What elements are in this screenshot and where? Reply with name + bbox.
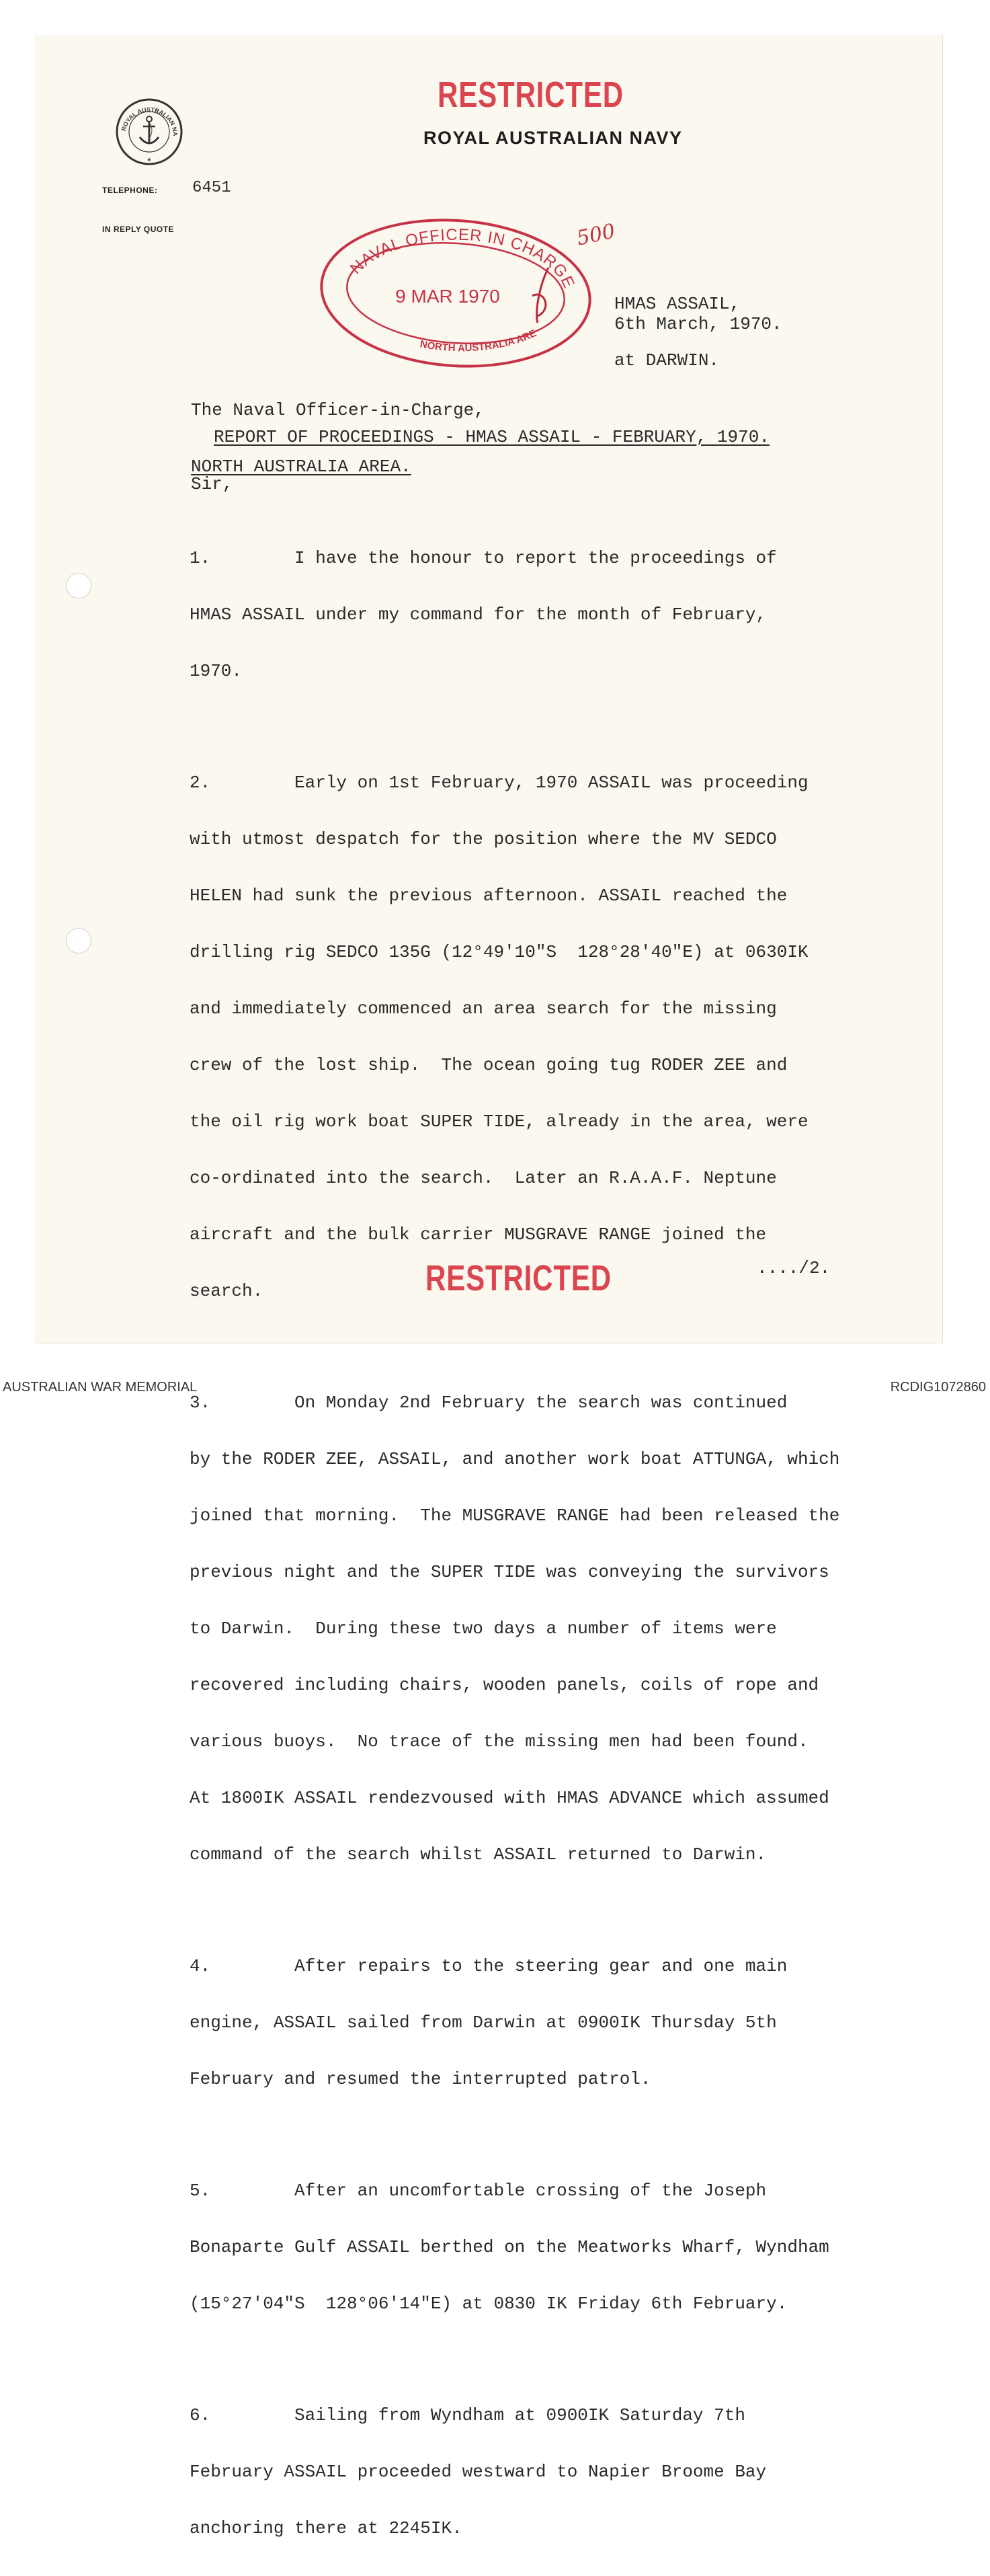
body-line: to Darwin. During these two days a number of items were — [190, 1618, 777, 1639]
body-line: previous night and the SUPER TIDE was conveying the survivors — [190, 1562, 829, 1582]
sender-line: HMAS ASSAIL, — [614, 294, 741, 314]
telephone-label: TELEPHONE: — [102, 186, 158, 195]
restricted-stamp-bottom: RESTRICTED — [425, 1258, 612, 1298]
footer-archive-name: AUSTRALIAN WAR MEMORIAL — [3, 1380, 198, 1395]
body-line: aircraft and the bulk carrier MUSGRAVE RANGE joined the — [190, 1224, 767, 1245]
body-line: At 1800IK ASSAIL rendezvoused with HMAS ADVANCE which assumed — [190, 1788, 829, 1808]
letterhead-title: ROYAL AUSTRALIAN NAVY — [423, 128, 683, 148]
subject-line: REPORT OF PROCEEDINGS - HMAS ASSAIL - FEBRUARY, 1970. — [214, 427, 770, 447]
paragraph-1 — [190, 511, 839, 718]
punch-hole — [66, 928, 91, 953]
body-line: various buoys. No trace of the missing men had been found. — [190, 1731, 809, 1752]
paragraph-6 — [190, 2368, 839, 2575]
body-line: joined that morning. The MUSGRAVE RANGE had been released the — [190, 1506, 840, 1526]
page-continuation: ..../2. — [757, 1258, 831, 1278]
paragraph-2 — [190, 736, 839, 1338]
body-line: and immediately commenced an area search for the missing — [190, 999, 777, 1019]
stamp-top-text: NAVAL OFFICER IN CHARGE — [346, 225, 579, 292]
body-line: crew of the lost ship. The ocean going tug RODER ZEE and — [190, 1055, 788, 1075]
paragraph-3 — [190, 1356, 839, 1902]
body-line: February ASSAIL proceeded westward to Napier Broome Bay — [190, 2462, 767, 2482]
body-line: 3. On Monday 2nd February the search was continued — [190, 1393, 788, 1413]
svg-text:★: ★ — [147, 157, 152, 163]
body-line: command of the search whilst ASSAIL returned to Darwin. — [190, 1844, 767, 1865]
body-line: Bonaparte Gulf ASSAIL berthed on the Meatworks Wharf, Wyndham — [190, 2237, 829, 2257]
crest-text: ROYAL AUSTRALIAN NA — [120, 106, 179, 136]
stamp-bottom-text: NORTH AUSTRALIA ARE — [419, 327, 538, 354]
body-line: by the RODER ZEE, ASSAIL, and another work boat ATTUNGA, which — [190, 1449, 840, 1469]
received-date-stamp — [316, 215, 595, 371]
sender-line: at DARWIN. — [614, 350, 720, 370]
salutation: Sir, — [191, 474, 233, 494]
letter-date: 6th March, 1970. — [614, 314, 782, 334]
stamp-date: 9 MAR 1970 — [395, 286, 500, 307]
telephone-number: 6451 — [192, 179, 231, 197]
body-line: 1. I have the honour to report the proceedings of — [190, 548, 777, 568]
body-line: February and resumed the interrupted patrol. — [190, 2069, 651, 2089]
body-line: anchoring there at 2245IK. — [190, 2518, 462, 2538]
body-line: HMAS ASSAIL under my command for the month of February, — [190, 604, 767, 625]
paragraph-4 — [190, 1919, 839, 2126]
punch-hole — [66, 573, 91, 598]
body-line: with utmost despatch for the position where the MV SEDCO — [190, 829, 777, 849]
body-line: search. — [190, 1281, 263, 1301]
recipient-line: The Naval Officer-in-Charge, — [191, 400, 485, 420]
navy-crest-logo — [114, 97, 184, 167]
body-line: the oil rig work boat SUPER TIDE, already in the area, were — [190, 1111, 809, 1132]
body-line: recovered including chairs, wooden panels, coils of rope and — [190, 1675, 819, 1695]
footer-record-id: RCDIG1072860 — [890, 1380, 986, 1395]
body-line: 1970. — [190, 661, 243, 681]
body-line: co-ordinated into the search. Later an R.A.A.F. Neptune — [190, 1168, 777, 1188]
body-line: 2. Early on 1st February, 1970 ASSAIL was proceeding — [190, 773, 809, 793]
body-line: HELEN had sunk the previous afternoon. ASSAIL reached the — [190, 886, 788, 906]
body-line: 6. Sailing from Wyndham at 0900IK Saturday 7th — [190, 2405, 745, 2425]
paragraph-5 — [190, 2144, 839, 2351]
reply-quote-label: IN REPLY QUOTE — [102, 225, 175, 234]
letter-body — [190, 511, 839, 2575]
handwritten-annotation: 500 — [574, 219, 618, 251]
body-line: drilling rig SEDCO 135G (12°49'10"S 128°28'40"E) at 0630IK — [190, 942, 809, 962]
body-line: engine, ASSAIL sailed from Darwin at 0900IK Thursday 5th — [190, 2013, 777, 2033]
recipient-line: NORTH AUSTRALIA AREA. — [191, 457, 411, 477]
restricted-stamp-top: RESTRICTED — [438, 75, 624, 115]
body-line: (15°27'04"S 128°06'14"E) at 0830 IK Friday 6th February. — [190, 2294, 788, 2314]
body-line: 5. After an uncomfortable crossing of the Joseph — [190, 2181, 767, 2201]
body-line: 4. After repairs to the steering gear and one main — [190, 1956, 788, 1976]
